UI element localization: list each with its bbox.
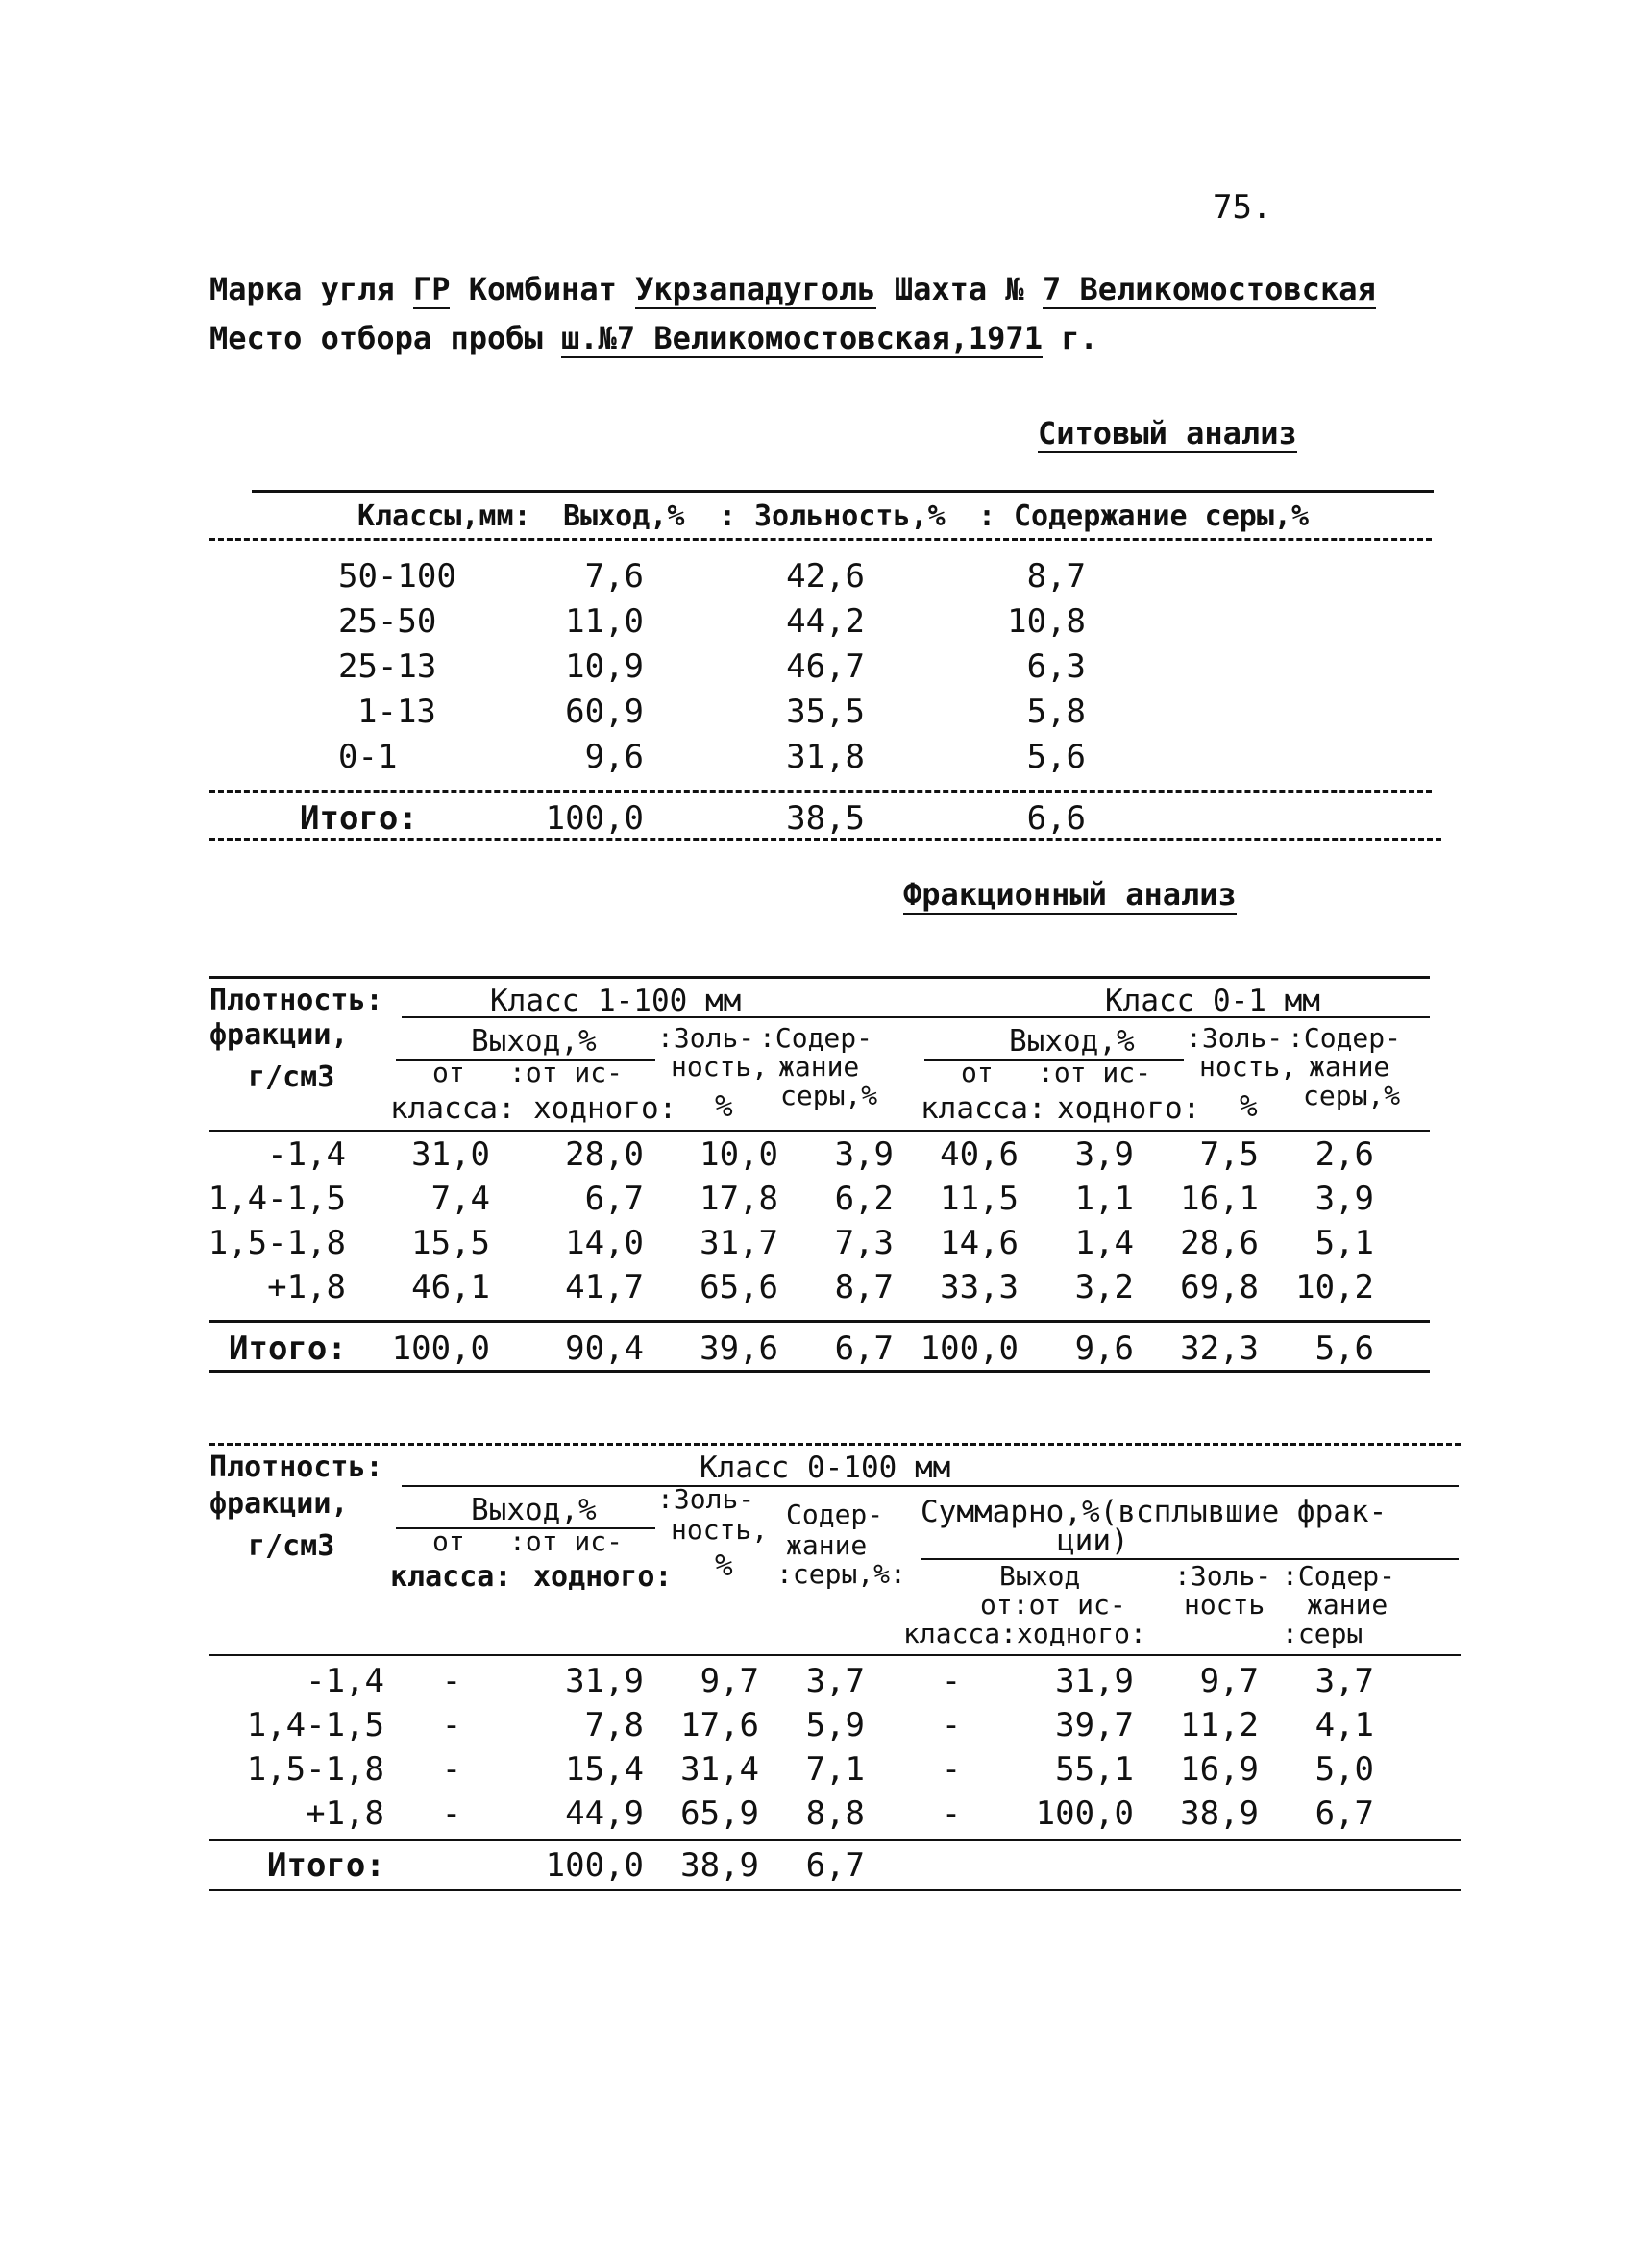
summary-h-ash1: :Золь-	[657, 1483, 755, 1515]
page-number: 75.	[1213, 188, 1272, 227]
sieve-bottom-rule	[209, 838, 1441, 841]
sieve-class: 50-100	[338, 557, 456, 596]
sieve-sulfur: 8,7	[1026, 557, 1086, 596]
sieve-ash: 46,7	[786, 647, 865, 686]
summary-h-cum-sul3: :серы	[1282, 1618, 1363, 1649]
fraction-a-from-src: 14,0	[565, 1224, 644, 1262]
fraction-a-h-sul1: :Содер-	[759, 1022, 873, 1054]
fraction-total-rule	[209, 1320, 1430, 1323]
summary-class-rule	[402, 1485, 1459, 1487]
mine-label: Шахта №	[894, 271, 1024, 307]
sieve-sulfur: 5,8	[1026, 693, 1086, 731]
fraction-b-ash: 7,5	[1199, 1135, 1259, 1174]
summary-h-cum-sul1: :Содер-	[1282, 1560, 1396, 1592]
fraction-b-h-ash3: %	[1240, 1089, 1258, 1124]
summary-h-cum-ash1: :Золь-	[1174, 1560, 1272, 1592]
sieve-total-rule	[209, 790, 1432, 793]
sieve-yield: 7,6	[584, 557, 644, 596]
fraction-a-sulfur: 7,3	[834, 1224, 894, 1262]
fraction-b-sulfur: 3,9	[1314, 1180, 1374, 1218]
sample-place-label: Место отбора пробы	[209, 320, 543, 356]
sample-place: ш.№7 Великомостовская,1971	[561, 320, 1043, 356]
summary-h-unit: г/см3	[248, 1529, 335, 1563]
sieve-sulfur: 5,6	[1026, 738, 1086, 776]
fraction-a-from-src: 28,0	[565, 1135, 644, 1174]
summary-ash: 65,9	[680, 1794, 759, 1833]
summary-class-label: Класс 0-100 мм	[700, 1451, 951, 1485]
sieve-ash: 35,5	[786, 693, 865, 731]
fraction-class-b: Класс 0-1 мм	[1105, 984, 1320, 1018]
fraction-total-label: Итого:	[229, 1329, 347, 1368]
summary-head-rule	[209, 1654, 1461, 1656]
fraction-a-h-ash1: :Золь-	[657, 1022, 755, 1054]
sieve-ash: 31,8	[786, 738, 865, 776]
fraction-b-h-from-src: :от ис-	[1038, 1057, 1152, 1088]
fraction-density: -1,4	[267, 1135, 346, 1174]
sieve-h-ash: Зольность,%	[754, 500, 946, 533]
fraction-b-from-src: 3,9	[1074, 1135, 1134, 1174]
fraction-b-h-src: ходного:	[1057, 1091, 1201, 1126]
fraction-class-rule	[402, 1016, 1430, 1018]
fraction-a-h-ash2: ность,	[671, 1051, 769, 1083]
summary-h-cum2: ции)	[1057, 1524, 1129, 1558]
fraction-a-ash: 10,0	[700, 1135, 778, 1174]
summary-h-fraction: фракции,	[209, 1487, 349, 1521]
summary-cum-sulfur: 5,0	[1314, 1750, 1374, 1789]
sieve-yield: 60,9	[565, 693, 644, 731]
fraction-total-a-ash: 39,6	[700, 1329, 778, 1368]
sieve-sulfur: 10,8	[1007, 602, 1086, 641]
sieve-total-yield: 100,0	[545, 799, 644, 838]
fraction-density: 1,4-1,5	[208, 1180, 346, 1218]
sieve-h-sep-2: :	[978, 500, 996, 533]
fraction-b-sulfur: 2,6	[1314, 1135, 1374, 1174]
summary-from-src: 44,9	[565, 1794, 644, 1833]
header-line-1	[209, 271, 1376, 307]
summary-from-class: -	[441, 1706, 462, 1744]
fraction-a-ash: 65,6	[700, 1268, 778, 1306]
summary-cum-ash: 9,7	[1199, 1662, 1259, 1700]
sieve-class: 0-1	[338, 738, 398, 776]
summary-h-cum1: Суммарно,%(всплывшие фрак-	[921, 1495, 1388, 1529]
combine-label: Комбинат	[468, 271, 617, 307]
fraction-b-from-class: 33,3	[940, 1268, 1019, 1306]
summary-h-sul2: жание	[786, 1529, 868, 1561]
fraction-b-h-ash1: :Золь-	[1186, 1022, 1284, 1054]
sieve-h-sep-1: :	[719, 500, 737, 533]
summary-top-rule	[209, 1443, 1461, 1446]
sieve-h-classes: Классы,мм:	[357, 500, 531, 533]
fraction-a-ash: 31,7	[700, 1224, 778, 1262]
summary-h-cum-yield: Выход	[999, 1560, 1081, 1592]
fraction-b-from-class: 40,6	[940, 1135, 1019, 1174]
fraction-h-density: Плотность:	[209, 984, 383, 1017]
year-suffix: г.	[1061, 320, 1098, 356]
sieve-yield: 10,9	[565, 647, 644, 686]
fraction-a-h-yield: Выход,%	[471, 1024, 597, 1059]
summary-total-rule	[209, 1839, 1461, 1841]
sieve-top-rule	[252, 490, 1434, 493]
summary-sulfur: 3,7	[805, 1662, 865, 1700]
sieve-ash: 42,6	[786, 557, 865, 596]
sieve-yield: 11,0	[565, 602, 644, 641]
summary-sulfur: 8,8	[805, 1794, 865, 1833]
summary-h-cum-class: класса:ходного:	[903, 1618, 1146, 1649]
summary-density: 1,5-1,8	[246, 1750, 384, 1789]
fraction-class-a: Класс 1-100 мм	[490, 984, 742, 1018]
fraction-b-h-sul3: серы,%	[1303, 1080, 1401, 1111]
fraction-head-rule	[209, 1130, 1430, 1132]
fraction-density: 1,5-1,8	[208, 1224, 346, 1262]
fraction-a-h-class: класса:	[390, 1091, 516, 1126]
summary-from-src: 15,4	[565, 1750, 644, 1789]
fraction-a-sulfur: 8,7	[834, 1268, 894, 1306]
fraction-h-unit: г/см3	[248, 1061, 335, 1094]
summary-bottom-rule	[209, 1889, 1461, 1891]
sieve-h-sulfur: Содержание серы,%	[1014, 500, 1310, 533]
sieve-ash: 44,2	[786, 602, 865, 641]
sieve-class: 25-50	[338, 602, 437, 641]
sieve-yield: 9,6	[584, 738, 644, 776]
summary-cum-sulfur: 6,7	[1314, 1794, 1374, 1833]
summary-total-ash: 38,9	[680, 1846, 759, 1885]
fraction-a-h-src: ходного:	[533, 1091, 677, 1126]
summary-from-src: 31,9	[565, 1662, 644, 1700]
summary-cum-ash: 38,9	[1180, 1794, 1259, 1833]
header-line-2	[209, 320, 1098, 356]
summary-h-density: Плотность:	[209, 1451, 383, 1484]
fraction-b-ash: 16,1	[1180, 1180, 1259, 1218]
fraction-b-h-ash2: ность,	[1199, 1051, 1297, 1083]
sieve-h-yield: Выход,%	[563, 500, 685, 533]
sieve-total-ash: 38,5	[786, 799, 865, 838]
summary-cum-from-class: -	[941, 1794, 962, 1833]
fraction-a-ash: 17,8	[700, 1180, 778, 1218]
summary-ash: 17,6	[680, 1706, 759, 1744]
sieve-head-rule	[209, 538, 1432, 541]
fraction-b-ash: 28,6	[1180, 1224, 1259, 1262]
fraction-a-sulfur: 6,2	[834, 1180, 894, 1218]
fraction-a-h-from: от	[432, 1057, 465, 1088]
fraction-b-h-sul1: :Содер-	[1288, 1022, 1402, 1054]
summary-from-class: -	[441, 1662, 462, 1700]
sieve-total-label: Итого:	[300, 799, 418, 838]
summary-h-ash3: %	[715, 1549, 733, 1583]
summary-total-from-src: 100,0	[545, 1846, 644, 1885]
summary-sulfur: 7,1	[805, 1750, 865, 1789]
fraction-b-from-src: 3,2	[1074, 1268, 1134, 1306]
summary-h-class: класса:	[390, 1560, 512, 1594]
summary-total-label: Итого:	[267, 1846, 385, 1885]
summary-h-src: ходного:	[533, 1560, 673, 1594]
coal-grade: ГР	[412, 271, 451, 307]
summary-ash: 9,7	[700, 1662, 759, 1700]
summary-from-class: -	[441, 1794, 462, 1833]
summary-h-cum-ash2: ность	[1184, 1589, 1265, 1621]
fraction-density: +1,8	[267, 1268, 346, 1306]
sieve-sulfur: 6,3	[1026, 647, 1086, 686]
fraction-total-a-sulfur: 6,7	[834, 1329, 894, 1368]
combine-name: Укрзападуголь	[635, 271, 876, 307]
summary-total-sulfur: 6,7	[805, 1846, 865, 1885]
coal-grade-label: Марка угля	[209, 271, 395, 307]
fraction-a-h-sul2: жание	[778, 1051, 860, 1083]
summary-h-yield: Выход,%	[471, 1493, 597, 1527]
fraction-b-sulfur: 5,1	[1314, 1224, 1374, 1262]
summary-h-from: от	[432, 1525, 465, 1557]
sieve-class: 1-13	[357, 693, 436, 731]
summary-cum-ash: 16,9	[1180, 1750, 1259, 1789]
fraction-total-a-from-src: 90,4	[565, 1329, 644, 1368]
summary-cum-sulfur: 4,1	[1314, 1706, 1374, 1744]
sieve-total-sulfur: 6,6	[1026, 799, 1086, 838]
fraction-total-b-from-src: 9,6	[1074, 1329, 1134, 1368]
summary-ash: 31,4	[680, 1750, 759, 1789]
fraction-b-h-sul2: жание	[1309, 1051, 1390, 1083]
summary-h-ash2: ность,	[671, 1514, 769, 1546]
fraction-total-b-sulfur: 5,6	[1314, 1329, 1374, 1368]
summary-cum-from-src: 31,9	[1055, 1662, 1134, 1700]
fraction-a-from-class: 46,1	[411, 1268, 490, 1306]
mine-name: 7 Великомостовская	[1042, 271, 1376, 307]
fraction-b-from-class: 14,6	[940, 1224, 1019, 1262]
summary-cum-from-src: 100,0	[1035, 1794, 1134, 1833]
fraction-a-from-src: 6,7	[584, 1180, 644, 1218]
fraction-b-ash: 69,8	[1180, 1268, 1259, 1306]
fraction-a-from-class: 7,4	[430, 1180, 490, 1218]
fraction-a-h-ash3: %	[715, 1089, 733, 1124]
summary-h-cum-from: от:от ис-	[980, 1589, 1126, 1621]
fraction-h-fraction: фракции,	[209, 1018, 349, 1052]
summary-from-class: -	[441, 1750, 462, 1789]
fraction-a-from-class: 15,5	[411, 1224, 490, 1262]
summary-h-from-src: :от ис-	[509, 1525, 624, 1557]
summary-cum-from-src: 39,7	[1055, 1706, 1134, 1744]
fraction-total-a-from-class: 100,0	[391, 1329, 490, 1368]
fraction-b-from-src: 1,4	[1074, 1224, 1134, 1262]
fraction-bottom-rule	[209, 1370, 1430, 1373]
fraction-a-h-from-src: :от ис-	[509, 1057, 624, 1088]
summary-h-cum-sul2: жание	[1307, 1589, 1388, 1621]
fraction-b-h-class: класса:	[921, 1091, 1046, 1126]
fraction-total-b-from-class: 100,0	[920, 1329, 1019, 1368]
summary-sulfur: 5,9	[805, 1706, 865, 1744]
fraction-b-h-from: от	[961, 1057, 994, 1088]
fraction-a-from-src: 41,7	[565, 1268, 644, 1306]
summary-cum-ash: 11,2	[1180, 1706, 1259, 1744]
fraction-b-from-class: 11,5	[940, 1180, 1019, 1218]
summary-cum-from-class: -	[941, 1750, 962, 1789]
summary-cum-from-src: 55,1	[1055, 1750, 1134, 1789]
fraction-total-b-ash: 32,3	[1180, 1329, 1259, 1368]
fraction-a-h-sul3: серы,%	[780, 1080, 878, 1111]
sieve-class: 25-13	[338, 647, 437, 686]
fraction-b-sulfur: 10,2	[1295, 1268, 1374, 1306]
summary-density: +1,8	[306, 1794, 384, 1833]
fraction-top-rule	[209, 976, 1430, 979]
summary-density: -1,4	[306, 1662, 384, 1700]
summary-cum-from-class: -	[941, 1706, 962, 1744]
fraction-b-from-src: 1,1	[1074, 1180, 1134, 1218]
summary-from-src: 7,8	[584, 1706, 644, 1744]
summary-density: 1,4-1,5	[246, 1706, 384, 1744]
summary-cum-from-class: -	[941, 1662, 962, 1700]
sieve-title: Ситовый анализ	[1038, 415, 1297, 451]
summary-h-sul3: :серы,%:	[776, 1558, 906, 1590]
fraction-a-from-class: 31,0	[411, 1135, 490, 1174]
fraction-a-sulfur: 3,9	[834, 1135, 894, 1174]
summary-h-sul1: Содер-	[786, 1499, 884, 1530]
fraction-title: Фракционный анализ	[903, 876, 1237, 913]
fraction-b-h-yield: Выход,%	[1009, 1024, 1135, 1059]
summary-cum-sulfur: 3,7	[1314, 1662, 1374, 1700]
